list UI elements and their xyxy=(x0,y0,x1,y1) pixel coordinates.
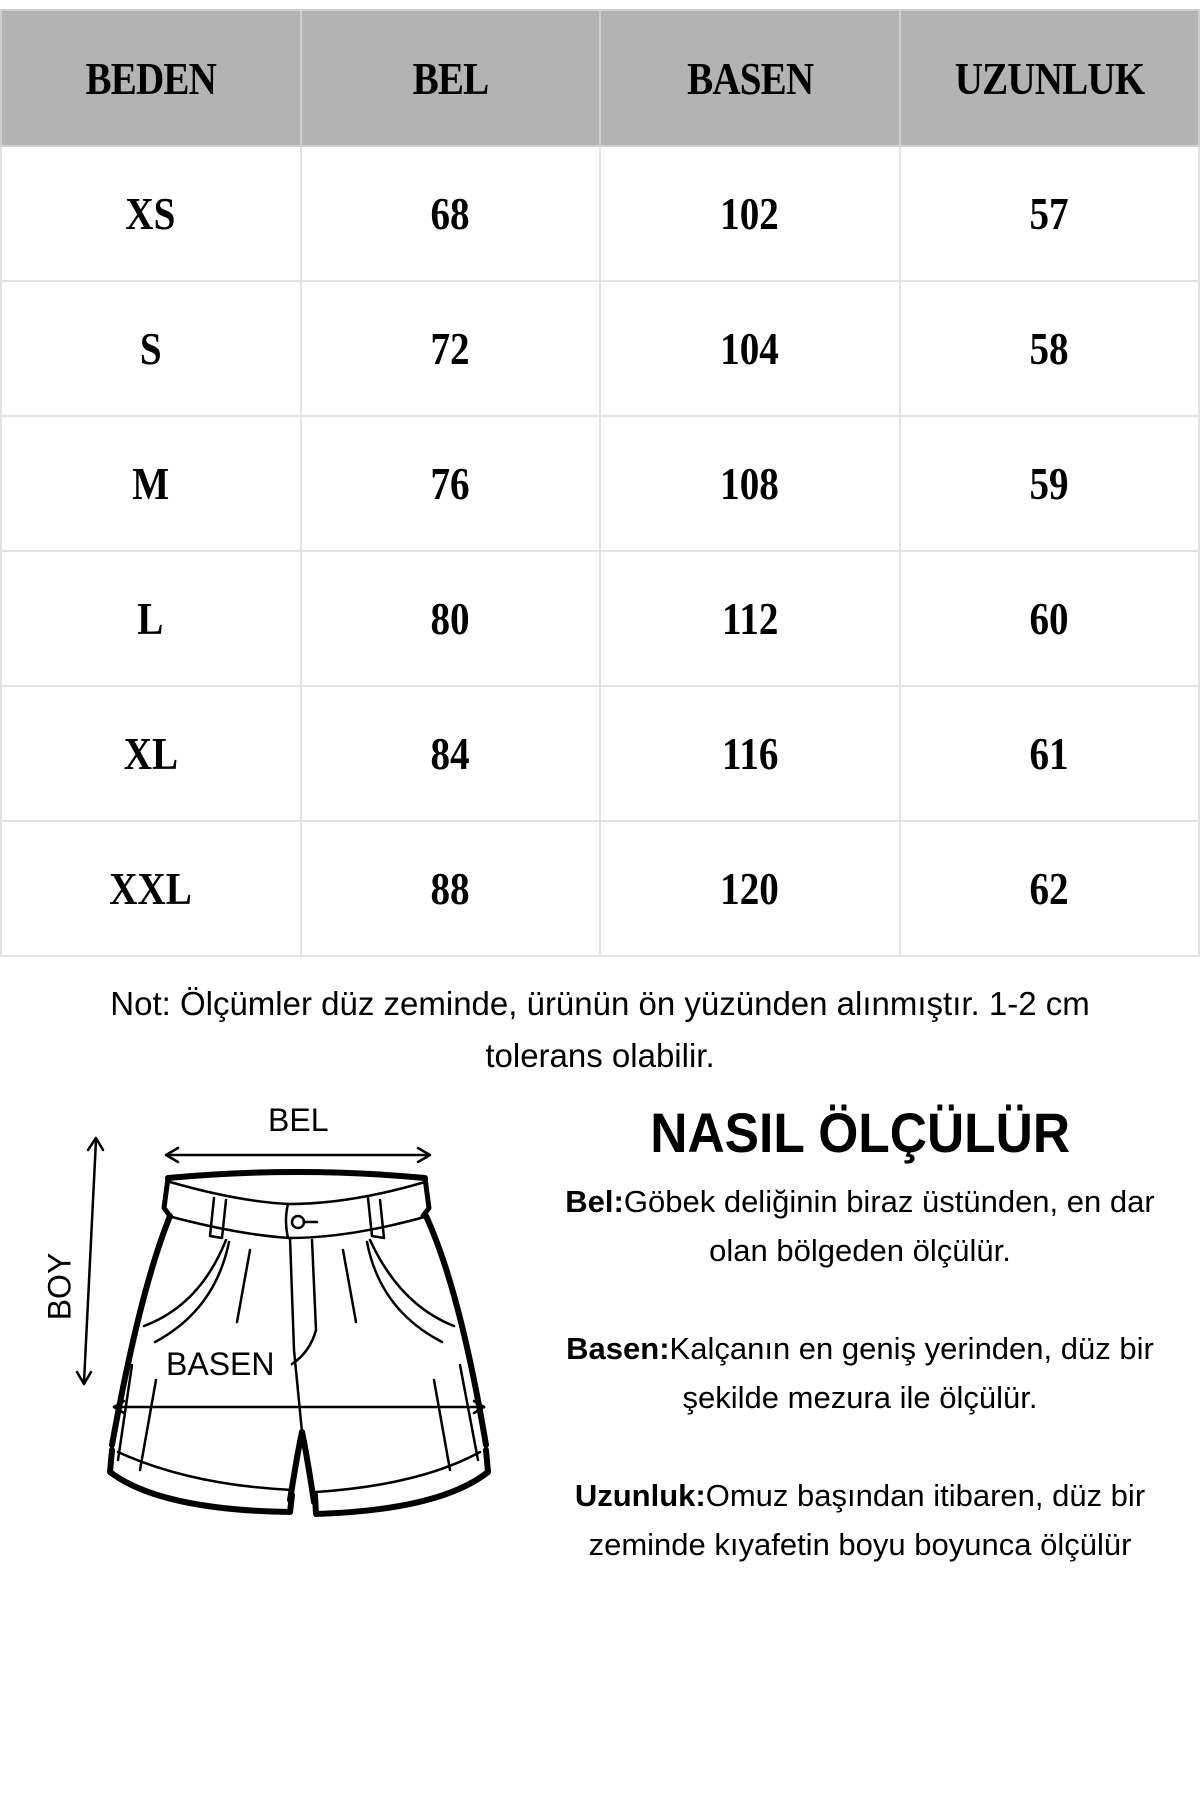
cell-beden: XXL xyxy=(1,821,301,956)
how-to-measure-title: NASIL ÖLÇÜLÜR xyxy=(650,1101,1070,1164)
cell-basen: 102 xyxy=(600,146,900,281)
column-header-bel: BEL xyxy=(301,10,601,146)
measure-item-length xyxy=(520,1471,1200,1569)
cell-bel: 80 xyxy=(301,551,601,686)
measure-term: Bel: xyxy=(565,1184,624,1219)
measure-item-waist xyxy=(520,1177,1200,1275)
table-row xyxy=(1,146,1199,281)
table-header-row xyxy=(1,10,1199,146)
cell-beden: XS xyxy=(1,146,301,281)
cell-basen: 116 xyxy=(600,686,900,821)
column-header-beden: BEDEN xyxy=(1,10,301,146)
measure-description: Kalçanın en geniş yerinden, düz bir şekilde mezura ile ölçülür. xyxy=(669,1331,1154,1415)
cell-beden: S xyxy=(1,281,301,416)
table-row xyxy=(1,551,1199,686)
diagram-label-boy: BOY xyxy=(41,1252,78,1321)
cell-beden: M xyxy=(1,416,301,551)
cell-beden: XL xyxy=(1,686,301,821)
cell-basen: 104 xyxy=(600,281,900,416)
cell-uzunluk: 57 xyxy=(900,146,1200,281)
cell-beden: L xyxy=(1,551,301,686)
cell-bel: 72 xyxy=(301,281,601,416)
cell-bel: 88 xyxy=(301,821,601,956)
diagram-label-basen: BASEN xyxy=(166,1346,275,1382)
table-row xyxy=(1,281,1199,416)
cell-basen: 108 xyxy=(600,416,900,551)
measure-description: Omuz başından itibaren, düz bir zeminde kıyafetin boyu boyunca ölçülür xyxy=(588,1478,1146,1562)
table-row xyxy=(1,686,1199,821)
tolerance-note: Not: Ölçümler düz zeminde, ürünün ön yüzünden alınmıştır. 1-2 cm tolerans olabilir. xyxy=(110,985,1090,1074)
cell-uzunluk: 59 xyxy=(900,416,1200,551)
measure-term: Basen: xyxy=(566,1331,670,1366)
column-header-basen: BASEN xyxy=(600,10,900,146)
cell-uzunluk: 58 xyxy=(900,281,1200,416)
cell-uzunluk: 61 xyxy=(900,686,1200,821)
table-row xyxy=(1,416,1199,551)
cell-bel: 76 xyxy=(301,416,601,551)
measure-item-hip xyxy=(520,1324,1200,1422)
how-to-measure-section xyxy=(520,1090,1200,1618)
measure-description: Göbek deliğinin biraz üstünden, en dar olan bölgeden ölçülür. xyxy=(623,1184,1155,1268)
cell-basen: 112 xyxy=(600,551,900,686)
size-table xyxy=(0,9,1200,957)
measure-term: Uzunluk: xyxy=(574,1478,706,1513)
cell-basen: 120 xyxy=(600,821,900,956)
cell-bel: 84 xyxy=(301,686,601,821)
cell-bel: 68 xyxy=(301,146,601,281)
cell-uzunluk: 60 xyxy=(900,551,1200,686)
table-row xyxy=(1,821,1199,956)
column-header-uzunluk: UZUNLUK xyxy=(900,10,1200,146)
cell-uzunluk: 62 xyxy=(900,821,1200,956)
shorts-measurement-diagram xyxy=(40,1090,520,1530)
diagram-label-bel: BEL xyxy=(268,1102,329,1138)
shorts-illustration-icon xyxy=(40,1090,520,1530)
